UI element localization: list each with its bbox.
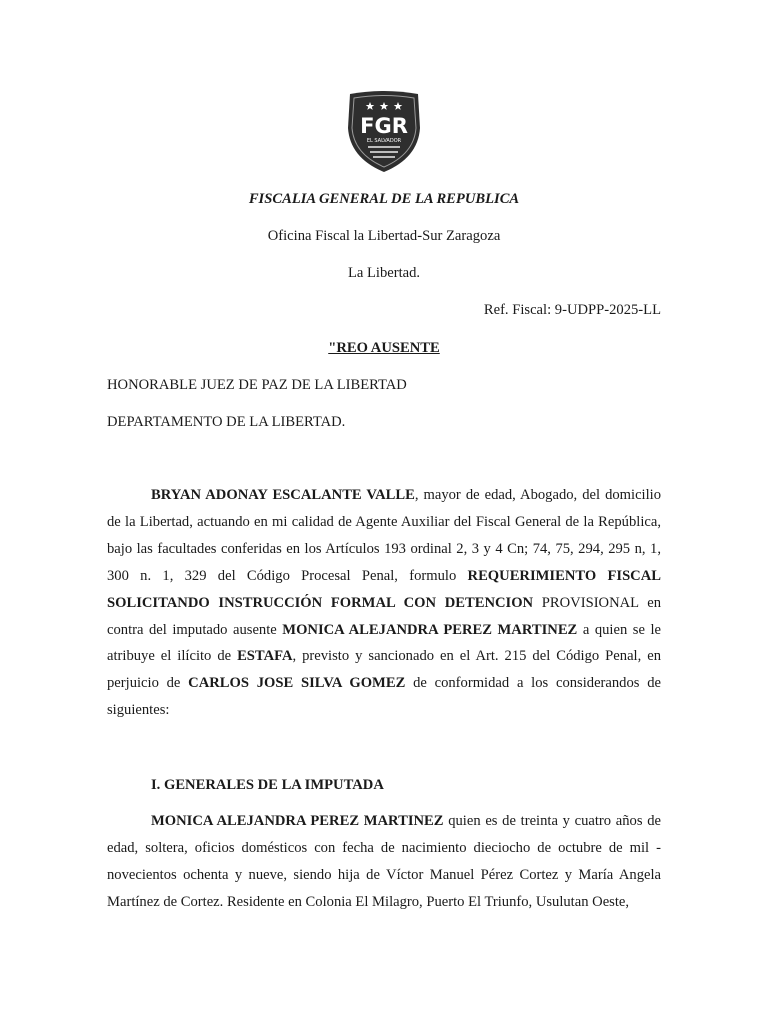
section-paragraph: MONICA ALEJANDRA PEREZ MARTINEZ quien es de treinta y cuatro años de edad, soltera, oficios domésticos con fecha de nacimiento dieciocho de octubre de mil - novecientos ochenta y nueve, siendo hija de Víctor Manuel Pérez Cortez y María Angela Martínez de Cortez. Residente en Colonia El Milagro, Puerto El Triunfo, Usulutan Oeste, (107, 813, 661, 910)
section-title: I. GENERALES DE LA IMPUTADA (151, 777, 384, 793)
accused-name: MONICA ALEJANDRA PEREZ MARTINEZ (282, 621, 578, 638)
imputed-name: MONICA ALEJANDRA PEREZ MARTINEZ (151, 813, 444, 829)
prosecutor-name: BRYAN ADONAY ESCALANTE VALLE (151, 487, 415, 503)
logo-subtext: EL SALVADOR (366, 138, 402, 144)
fgr-shield-logo (344, 88, 424, 174)
logo-text: FGR (360, 114, 408, 138)
office-name: Oficina Fiscal la Libertad-Sur Zaragoza (267, 228, 501, 244)
addressee-line-1: HONORABLE JUEZ DE PAZ DE LA LIBERTAD (107, 377, 407, 393)
intro-paragraph: BRYAN ADONAY ESCALANTE VALLE, mayor de edad, Abogado, del domicilio de la Libertad, actuando en mi calidad de Agente Auxiliar del Fiscal General de la República, bajo las facultades conferidas en los Artículos 193 ordinal 2, 3 y 4 Cn; 74, 75, 294, 295 n, 1, 300 n. 1, 329 del Código Procesal Penal, formulo REQUERIMIENTO FISCAL SOLICITANDO INSTRUCCIÓN FORMAL CON DETENCION PROVISIONAL en contra del imputado ausente MONICA ALEJANDRA PEREZ MARTINEZ a quien se le atribuye el ilícito de ESTAFA, previsto y sancionado en el Art. 215 del Código Penal, en perjuicio de CARLOS JOSE SILVA GOMEZ de conformidad a los considerandos de siguientes: (107, 487, 662, 719)
case-label: "REO AUSENTE (328, 340, 440, 356)
addressee-line-2: DEPARTAMENTO DE LA LIBERTAD. (107, 414, 346, 430)
institution-title: FISCALIA GENERAL DE LA REPUBLICA (248, 191, 520, 207)
fiscal-reference: Ref. Fiscal: 9-UDPP-2025-LL (483, 302, 661, 318)
request-type: REQUERIMIENTO FISCAL SOLICITANDO INSTRUCCIÓN FORMAL CON DETENCION (107, 567, 661, 611)
victim-name: CARLOS JOSE SILVA GOMEZ (188, 675, 406, 692)
city-name: La Libertad. (347, 265, 421, 281)
crime-name: ESTAFA (237, 648, 293, 665)
